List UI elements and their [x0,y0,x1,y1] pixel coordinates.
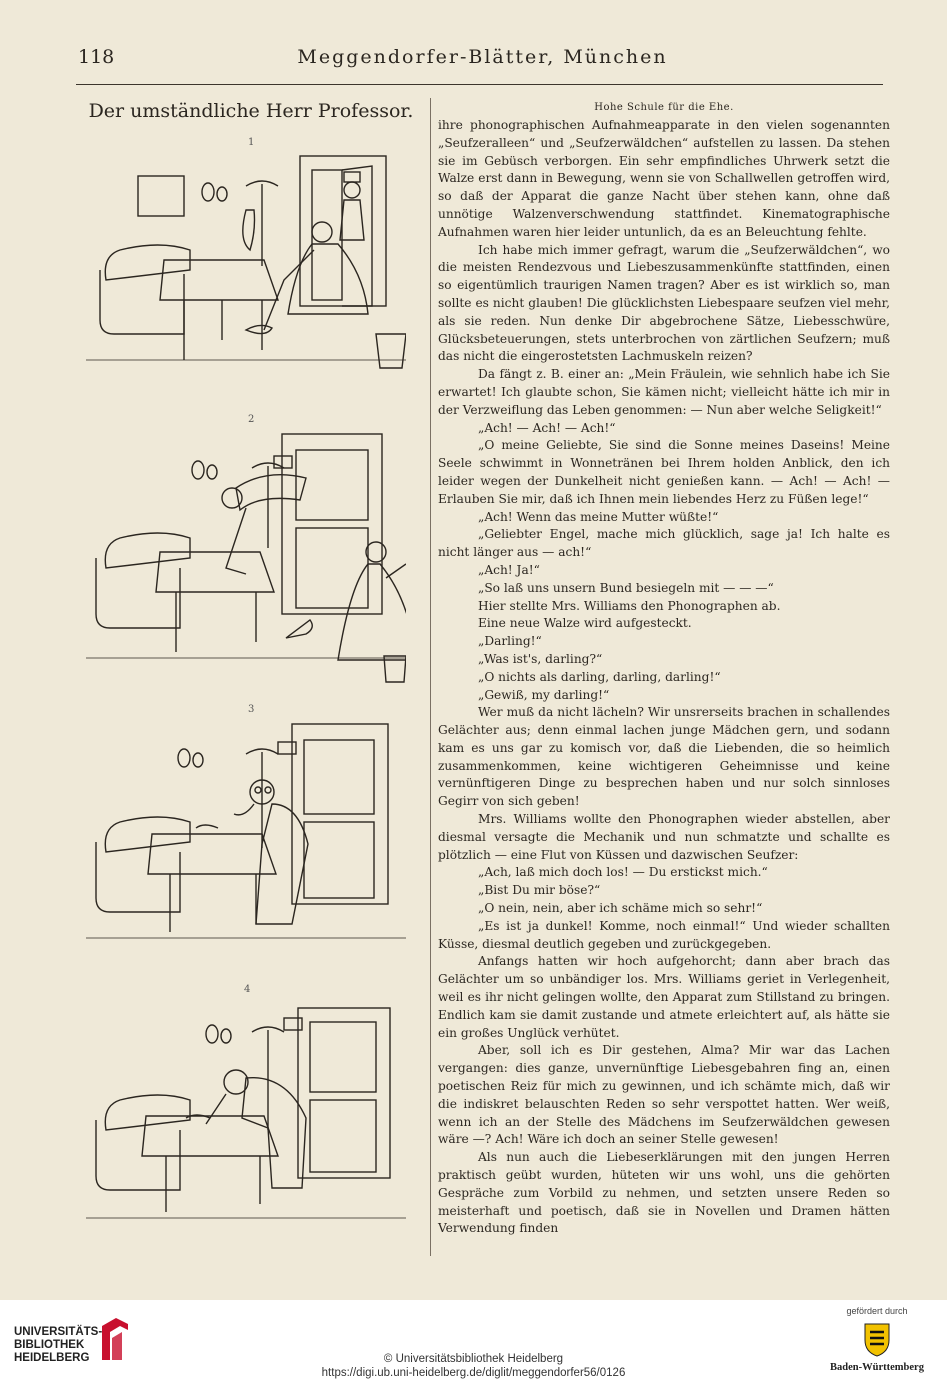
column-divider [430,98,431,1256]
paragraph: „Ach! Ja!“ [478,562,540,577]
figure-number: 1 [248,137,255,148]
figure-number: 4 [244,984,251,995]
paragraph: „Bist Du mir böse?“ [478,883,601,898]
copyright-block [0,1352,947,1380]
page-number: 118 [78,46,115,68]
paragraph: Anfangs hatten wir hoch aufgehorcht; dann aber brach das Gelächter um so unbändiger los. Mrs. Williams geriet in Verlegenheit, weil es ihr nicht gelingen wollte, den Apparat zum Stillstand zu bringen. Endlich kam sie damit zustande und atmete erleichtert auf, als hätte sie ein großes Unglück verhütet. [438,954,890,1040]
paragraph: „Es ist ja dunkel! Komme, noch einmal!“ Und wieder schallten Küsse, diesmal deutlich gegeben und zurückgegeben. [438,918,890,951]
figure-4-illustration [86,998,406,1258]
professor-wiping-table-icon [86,998,406,1258]
paragraph: „Darling!“ [478,634,542,649]
journal-title: Meggendorfer-Blätter, München [297,46,668,68]
cartoon-title: Der umständliche Herr Professor. [88,100,414,122]
logo-line: HEIDELBERG [14,1352,90,1364]
right-column [438,102,890,1262]
figure-3-illustration [86,718,406,978]
page-footer [0,1300,947,1379]
paragraph: Als nun auch die Liebeserklärungen mit den jungen Herren praktisch geübt wurden, hüteten wir uns wohl, uns die gehörten Gespräche zum Vorbild zu nehmen, und setzten unsere Reden so meisterhaft und poetisch, daß sie in Novellen und Dramen hätten Verwendung finden [438,1150,890,1236]
logo-line: UNIVERSITÄTS- [14,1326,103,1338]
funder-name: Baden-Württemberg [830,1362,924,1373]
paragraph: „O nichts als darling, darling, darling!“ [478,669,721,684]
source-url[interactable]: https://digi.ub.uni-heidelberg.de/diglit/meggendorfer56/0126 [321,1367,626,1379]
paragraph: „Gewiß, my darling!“ [478,687,610,702]
figure-2-illustration [86,428,406,698]
funded-by-label: gefördert durch [846,1306,908,1316]
figure-number: 3 [248,704,255,715]
figure-number: 2 [248,414,255,425]
article-body [438,117,890,1238]
paragraph: ihre phonographischen Aufnahmeapparate in den vielen sogenannten „Seufzeralleen“ und „Seufzerwäldchen“ aufstellen zu lassen. Da stehen sie im Gebüsch verborgen. Ein sehr empfindliches Uhrwerk setzt die Walze erst dann in Bewegung, wenn sie von Schallwellen getroffen wird, so daß der Apparat die ganze Nacht über stehen kann, ohne daß unnötige Walzenverschwendung stattfindet. Kinematographische Aufnahmen waren hier leider untunlich, da es an Beleuchtung fehlte. [438,118,890,239]
paragraph: Ich habe mich immer gefragt, warum die „Seufzerwäldchen“, wo die meisten Rendezvous und Liebeszusammenkünfte stattfinden, einen so eigentümlich traurigen Namen tragen? Aber es ist wirklich so, man sollte es nicht glauben! Die glücklichsten Liebespaare seufzen viel mehr, als sie reden. Nun denke Dir abgebrochene Sätze, Liebesschwüre, Glücksbeteuerungen, stets unterbrochen von zärtlichen Seufzern; muß das nicht die eingerostetsten Lachmuskeln reizen? [438,242,890,364]
paragraph: Aber, soll ich es Dir gestehen, Alma? Mir war das Lachen vergangen: dies ganze, unvernünftige Liebesgebahren fing an, einen poetischen Reiz für mich zu gewinnen, und ich schämte mich, daß wir die indiskret belauschten Reden so sehr verspottet hatten. Wer weiß, wenn ich an der Stelle des Mädchens im Seufzerwäldchen gewesen wäre —? Ach! Wäre ich doch an seiner Stelle gewesen! [438,1043,890,1147]
logo-line: BIBLIOTHEK [14,1339,85,1351]
figure-1-illustration [86,150,406,410]
paragraph: Eine neue Walze wird aufgesteckt. [478,616,692,631]
state-seal-icon [858,1320,896,1358]
left-column [76,92,426,1262]
running-head: Hohe Schule für die Ehe. [594,102,734,113]
copyright-text: © Universitätsbibliothek Heidelberg [383,1353,564,1365]
paragraph: „Geliebter Engel, mache mich glücklich, sage ja! Ich halte es nicht länger aus — ach!“ [438,527,890,560]
paragraph: Da fängt z. B. einer an: „Mein Fräulein, wie sehnlich habe ich Sie erwartet! Ich glaubte schon, Sie kämen nicht; vielleicht hätte ich mir in der Verzweiflung das Leben genommen: — Nun aber welche Seligkeit!“ [438,367,890,417]
man-bending-icon [86,428,406,698]
paragraph: „Was ist's, darling?“ [478,651,603,666]
professor-at-table-icon [86,718,406,978]
paragraph: „O meine Geliebte, Sie sind die Sonne meines Daseins! Meine Seele schwimmt in Wonnetränen bei Ihrem holden Anblick, den ich leider wegen der Dunkelheit nicht genießen kann. — Ach! — Ach! — Erlauben Sie mir, daß ich Ihnen mein liebendes Herz zu Füßen lege!“ [438,438,890,506]
paragraph: „Ach, laß mich doch los! — Du erstickst mich.“ [478,865,768,880]
funding-block [827,1306,927,1373]
paragraph: Mrs. Williams wollte den Phonographen wieder abstellen, aber diesmal versagte die Mechanik und nun schmatzte und schallte es plötzlich — eine Flut von Küssen und dazwischen Seufzer: [438,812,890,862]
paragraph: Wer muß da nicht lächeln? Wir unsrerseits brachen in schallendes Gelächter aus; denn einmal lachen junge Mädchen gern, und sodann kam es uns gar zu komisch vor, daß die Liebenden, die so heimlich zusammenkommen, keine wichtigeren Geheimnisse und keine vernünftigeren Dinge zu besprechen haben und nur solch sinnloses Gegirr von sich geben! [438,705,890,809]
paragraph: „So laß uns unsern Bund besiegeln mit — — —“ [478,580,774,595]
page-header [78,46,887,76]
paragraph: „Ach! — Ach! — Ach!“ [478,420,616,435]
paragraph: „Ach! Wenn das meine Mutter wüßte!“ [478,509,719,524]
paragraph: Hier stellte Mrs. Williams den Phonographen ab. [478,598,781,613]
maid-sweeping-icon [86,150,406,410]
header-rule [76,84,883,85]
paragraph: „O nein, nein, aber ich schäme mich so sehr!“ [478,901,763,916]
